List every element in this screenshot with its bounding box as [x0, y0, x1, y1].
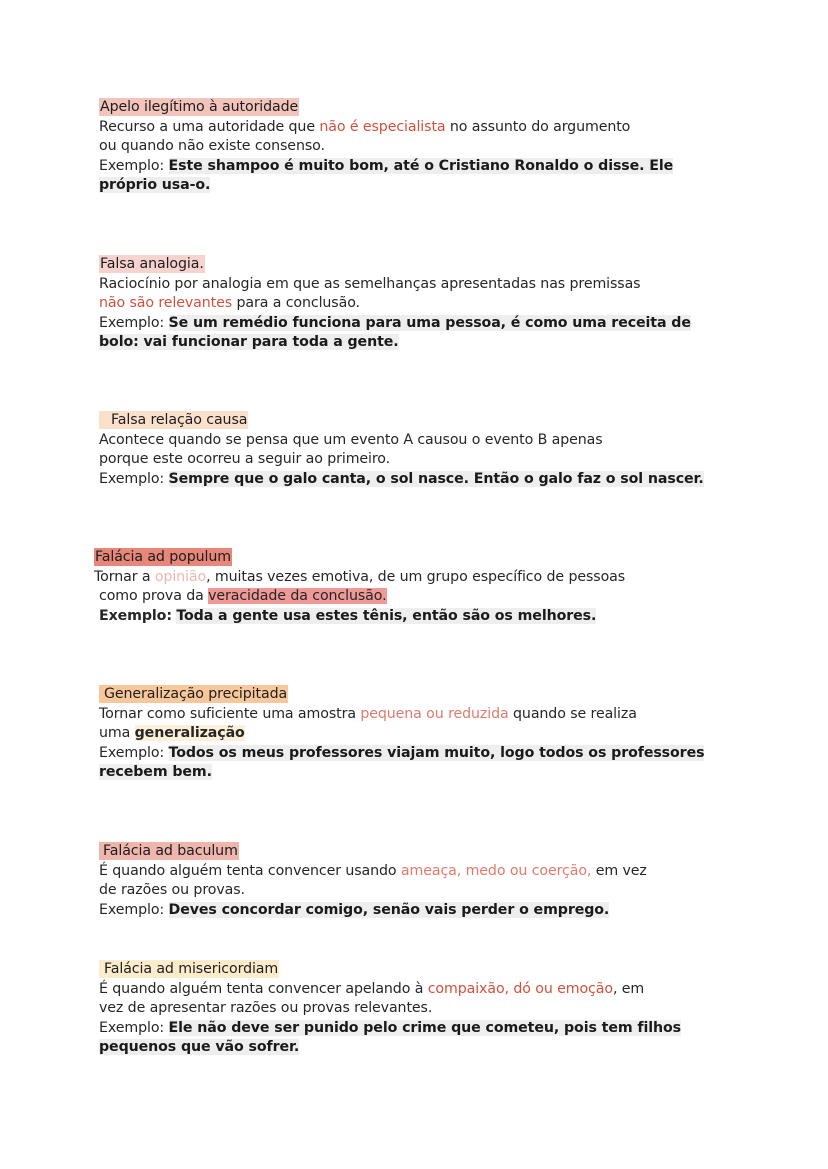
- section-title: Falsa analogia.: [100, 256, 204, 272]
- emphasis-text: compaixão, dó ou emoção: [427, 980, 613, 997]
- definition-line: É quando alguém tenta convencer apelando à compaixão, dó ou emoção, em: [99, 980, 645, 997]
- definition-line: Raciocínio por analogia em que as semelhanças apresentadas nas premissas: [99, 275, 641, 292]
- example-label: Exemplo:: [99, 1019, 165, 1036]
- example-label: Exemplo:: [99, 607, 172, 624]
- example-label: Exemplo:: [99, 901, 165, 918]
- example-line: [99, 901, 739, 921]
- example-line: [99, 314, 739, 334]
- section-title: Generalização precipitada: [99, 685, 288, 703]
- example-text: Se um remédio funciona para uma pessoa, é como uma receita de: [168, 314, 691, 331]
- emphasis-text: pequena ou reduzida: [360, 705, 509, 722]
- example-label: Exemplo:: [99, 314, 165, 331]
- highlighted-text: veracidade da conclusão.: [208, 588, 387, 605]
- example-line: [99, 763, 739, 783]
- fallacy-generalizacao-precipitada: [99, 685, 739, 783]
- fallacy-ad-misericordiam: [99, 960, 739, 1058]
- emphasis-text: não é especialista: [319, 118, 446, 135]
- section-title: Falácia ad baculum: [99, 842, 239, 860]
- example-text: Sempre que o galo canta, o sol nasce. Então o galo faz o sol nascer.: [168, 470, 704, 487]
- section-title: Falácia ad populum: [95, 549, 231, 565]
- definition-line: Tornar como suficiente uma amostra pequena ou reduzida quando se realiza: [99, 705, 637, 722]
- emphasis-text: ameaça, medo ou coerção,: [400, 862, 592, 879]
- example-line: [99, 470, 739, 490]
- emphasis-text: não são relevantes: [99, 295, 233, 312]
- definition-line: Tornar a opinião, muitas vezes emotiva, de um grupo específico de pessoas: [94, 568, 626, 585]
- example-line: [99, 1038, 739, 1058]
- definition-line: como prova da veracidade da conclusão.: [99, 588, 387, 605]
- fallacy-apelo-autoridade: [99, 98, 739, 196]
- example-text: Toda a gente usa estes tênis, então são os melhores.: [176, 607, 597, 624]
- definition-line: não são relevantes para a conclusão.: [99, 295, 360, 312]
- fallacy-ad-baculum: [99, 842, 739, 920]
- example-line: [94, 607, 734, 627]
- example-label: Exemplo:: [99, 744, 165, 761]
- example-text: Deves concordar comigo, senão vais perder o emprego.: [168, 901, 610, 918]
- example-text: recebem bem.: [99, 764, 212, 781]
- definition-line: porque este ocorreu a seguir ao primeiro.: [99, 451, 391, 468]
- fallacy-falsa-relacao-causa: [99, 411, 739, 489]
- example-text: Este shampoo é muito bom, até o Cristiano Ronaldo o disse. Ele: [168, 157, 674, 174]
- definition-line: Recurso a uma autoridade que não é especialista no assunto do argumento: [99, 118, 631, 135]
- example-line: [99, 176, 739, 196]
- example-text: Ele não deve ser punido pelo crime que cometeu, pois tem filhos: [168, 1019, 681, 1036]
- example-line: [99, 157, 739, 177]
- definition-line: É quando alguém tenta convencer usando ameaça, medo ou coerção, em vez: [99, 862, 647, 879]
- example-line: [99, 333, 739, 353]
- definition-line: Acontece quando se pensa que um evento A causou o evento B apenas: [99, 431, 603, 448]
- example-text: pequenos que vão sofrer.: [99, 1039, 300, 1056]
- definition-line: ou quando não existe consenso.: [99, 138, 325, 155]
- example-text: bolo: vai funcionar para toda a gente.: [99, 334, 399, 351]
- example-label: Exemplo:: [99, 157, 165, 174]
- example-line: [99, 1019, 739, 1039]
- fallacy-falsa-analogia: [99, 255, 739, 353]
- example-text: Todos os meus professores viajam muito, logo todos os professores: [168, 744, 705, 761]
- example-line: [99, 744, 739, 764]
- section-title: Falsa relação causa: [99, 411, 248, 429]
- example-label: Exemplo:: [99, 470, 165, 487]
- definition-line: vez de apresentar razões ou provas relevantes.: [99, 1000, 433, 1017]
- definition-line: uma generalização: [99, 725, 245, 742]
- definition-line: de razões ou provas.: [99, 882, 245, 899]
- highlighted-text: generalização: [134, 725, 245, 742]
- section-title: Falácia ad misericordiam: [99, 960, 279, 978]
- fallacy-ad-populum: [94, 548, 734, 626]
- example-text: próprio usa-o.: [99, 177, 211, 194]
- emphasis-text: opinião: [154, 568, 207, 585]
- section-title: Apelo ilegítimo à autoridade: [100, 99, 299, 115]
